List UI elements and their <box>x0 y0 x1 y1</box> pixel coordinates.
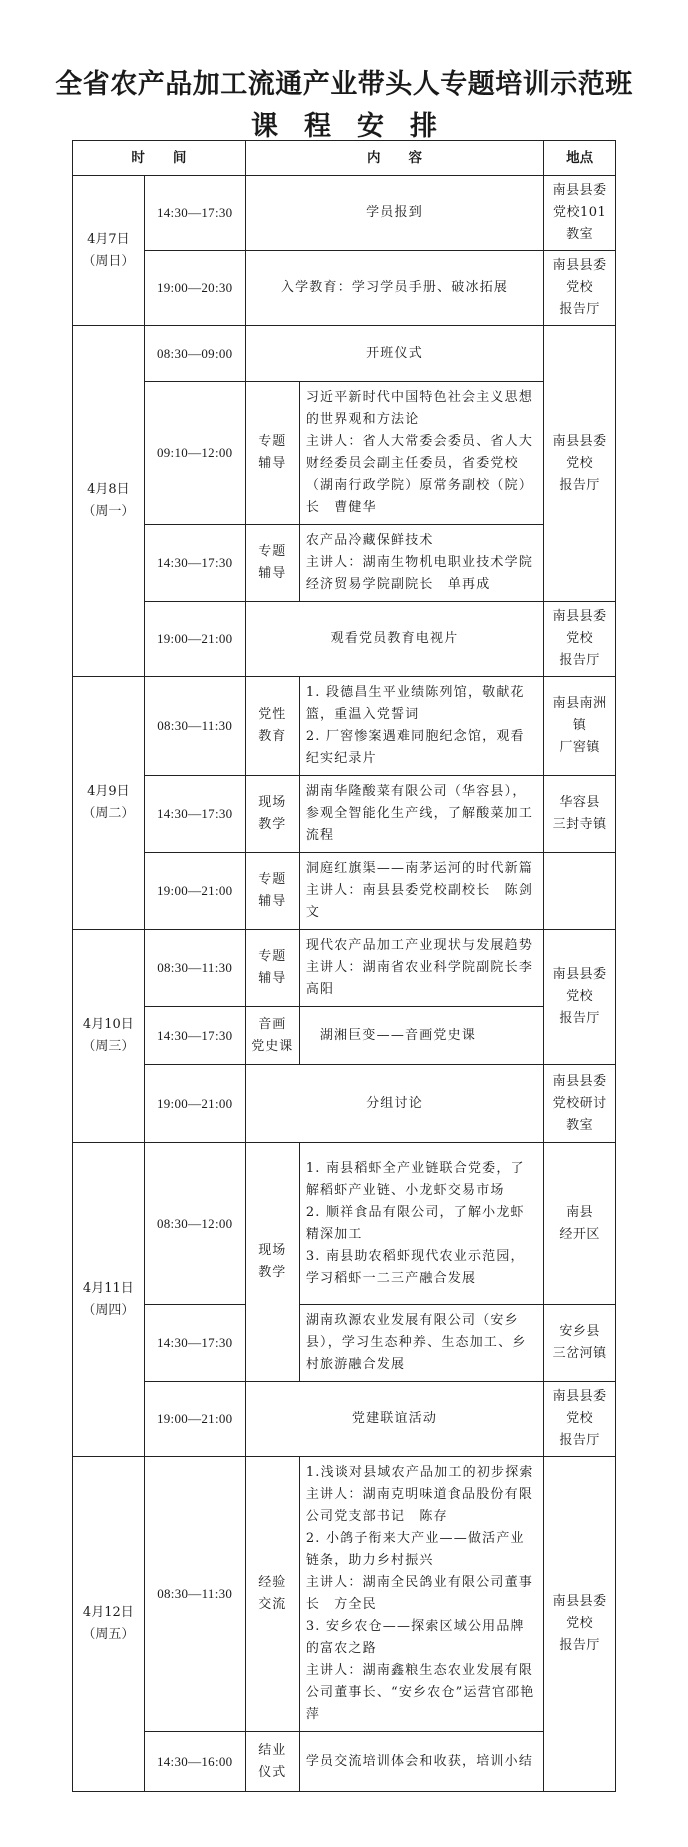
table-row <box>73 602 616 677</box>
session-content: 湖南华隆酸菜有限公司（华容县），参观全智能化生产线，了解酸菜加工流程 <box>299 776 543 853</box>
session-content: 观看党员教育电视片 <box>245 602 544 677</box>
session-time: 14:30—17:30 <box>144 1305 245 1382</box>
table-row <box>73 776 616 853</box>
table-row <box>73 525 616 602</box>
session-content: 1.浅谈对县域农产品加工的初步探索 主讲人：湖南克明味道食品股份有限公司党支部书记 陈存 2. 小鸽子衔来大产业——做活产业链条，助力乡村振兴 主讲人：湖南全民鸽业有限公司董事长 方全民 3. 安乡农仓——探索区域公用品牌的富农之路 主讲人：湖南鑫粮生态农业发展有限公司董事长、“安乡农仓”运营官邵艳萍 <box>299 1457 543 1732</box>
day-date: 4月9日 <box>87 784 130 799</box>
session-category: 党性 教育 <box>245 677 299 776</box>
day-date: 4月8日 <box>87 482 130 497</box>
session-content: 洞庭红旗渠——南茅运河的时代新篇 主讲人：南县县委党校副校长 陈剑文 <box>299 853 543 930</box>
day-date: 4月12日 <box>82 1605 134 1620</box>
session-content: 现代农产品加工产业现状与发展趋势 主讲人：湖南省农业科学院副院长李高阳 <box>299 930 543 1007</box>
session-category: 专题 辅导 <box>245 525 299 602</box>
session-time: 19:00—21:00 <box>144 1382 245 1457</box>
schedule-table <box>72 140 616 1792</box>
table-row <box>73 1305 616 1382</box>
table-row <box>73 853 616 930</box>
document-title: 全省农产品加工流通产业带头人专题培训示范班 <box>55 69 633 100</box>
day-date: 4月7日 <box>87 231 130 247</box>
session-category: 经验 交流 <box>245 1457 299 1732</box>
session-location: 南县县委 党校研讨 教室 <box>544 1065 616 1143</box>
session-time: 08:30—12:00 <box>144 1143 245 1305</box>
session-category: 现场 教学 <box>245 776 299 853</box>
session-time: 19:00—21:00 <box>144 602 245 677</box>
session-location: 南县县委 党校101 教室 <box>544 176 616 251</box>
table-row <box>73 1065 616 1143</box>
session-category: 现场 教学 <box>245 1143 299 1382</box>
session-content: 习近平新时代中国特色社会主义思想的世界观和方法论 主讲人：省人大常委会委员、省人大财经委员会副主任委员，省委党校（湖南行政学院）原常务副校（院）长 曹健华 <box>299 382 543 525</box>
header-row <box>73 141 616 176</box>
day-date: 4月11日 <box>82 1280 134 1296</box>
session-content: 1. 南县稻虾全产业链联合党委，了解稻虾产业链、小龙虾交易市场 2. 顺祥食品有限公司，了解小龙虾精深加工 3. 南县助农稻虾现代农业示范园，学习稻虾一二三产融合发展 <box>299 1143 543 1305</box>
day-cell <box>73 677 145 930</box>
session-location: 南县县委 党校 报告厅 <box>544 930 616 1065</box>
session-time: 14:30—17:30 <box>144 1007 245 1065</box>
session-time: 19:00—21:00 <box>144 1065 245 1143</box>
session-content: 1. 段德昌生平业绩陈列馆，敬献花篮，重温入党誓词 2. 厂窖惨案遇难同胞纪念馆，观看纪实纪录片 <box>299 677 543 776</box>
session-time: 08:30—11:30 <box>144 677 245 776</box>
table-row <box>73 326 616 382</box>
session-location: 南县 经开区 <box>544 1143 616 1305</box>
day-cell <box>73 930 145 1143</box>
day-weekday: （周日） <box>82 253 135 269</box>
session-category: 专题 辅导 <box>245 382 299 525</box>
day-weekday: （周一） <box>82 504 135 519</box>
session-location <box>544 853 616 930</box>
day-weekday: （周五） <box>82 1627 135 1642</box>
session-category: 专题 辅导 <box>245 930 299 1007</box>
session-location: 南县县委 党校 报告厅 <box>544 326 616 602</box>
table-row <box>73 1457 616 1732</box>
session-time: 14:30—17:30 <box>144 176 245 251</box>
session-time: 19:00—20:30 <box>144 251 245 326</box>
session-content: 农产品冷藏保鲜技术 主讲人：湖南生物机电职业技术学院经济贸易学院副院长 单再成 <box>299 525 543 602</box>
session-content: 湖湘巨变——音画党史课 <box>299 1007 543 1065</box>
session-location: 南县县委 党校 报告厅 <box>544 251 616 326</box>
table-row <box>73 1007 616 1065</box>
day-cell <box>73 1143 145 1457</box>
session-location: 华容县 三封寺镇 <box>544 776 616 853</box>
header-content: 内容 <box>245 141 544 176</box>
document-subtitle: 课程安排 <box>251 111 463 142</box>
session-location: 南县县委 党校 报告厅 <box>544 602 616 677</box>
header-time: 时间 <box>73 141 246 176</box>
session-time: 09:10—12:00 <box>144 382 245 525</box>
session-time: 14:30—17:30 <box>144 525 245 602</box>
day-cell <box>73 176 145 326</box>
session-time: 19:00—21:00 <box>144 853 245 930</box>
session-time: 08:30—11:30 <box>144 1457 245 1732</box>
session-location: 南县县委 党校 报告厅 <box>544 1457 616 1792</box>
day-cell <box>73 1457 145 1792</box>
session-content: 分组讨论 <box>245 1065 544 1143</box>
day-cell <box>73 326 145 677</box>
day-weekday: （周二） <box>82 806 135 821</box>
session-content: 开班仪式 <box>245 326 544 382</box>
table-row <box>73 176 616 251</box>
session-content: 学员交流培训体会和收获，培训小结 <box>299 1732 543 1792</box>
session-time: 08:30—09:00 <box>144 326 245 382</box>
table-row <box>73 930 616 1007</box>
table-row <box>73 251 616 326</box>
table-row <box>73 1732 616 1792</box>
session-category: 结业 仪式 <box>245 1732 299 1792</box>
session-content: 入学教育：学习学员手册、破冰拓展 <box>245 251 544 326</box>
session-location: 安乡县 三岔河镇 <box>544 1305 616 1382</box>
table-row <box>73 1382 616 1457</box>
session-category: 音画 党史课 <box>245 1007 299 1065</box>
session-time: 14:30—17:30 <box>144 776 245 853</box>
session-location: 南县南洲镇 厂窖镇 <box>544 677 616 776</box>
table-row <box>73 677 616 776</box>
day-weekday: （周四） <box>82 1302 135 1318</box>
header-location: 地点 <box>544 141 616 176</box>
table-row <box>73 1143 616 1305</box>
session-time: 08:30—11:30 <box>144 930 245 1007</box>
session-content: 党建联谊活动 <box>245 1382 544 1457</box>
day-date: 4月10日 <box>82 1017 134 1032</box>
day-weekday: （周三） <box>82 1039 135 1054</box>
table-row <box>73 382 616 525</box>
session-location: 南县县委 党校 报告厅 <box>544 1382 616 1457</box>
session-category: 专题 辅导 <box>245 853 299 930</box>
session-time: 14:30—16:00 <box>144 1732 245 1792</box>
session-content: 学员报到 <box>245 176 544 251</box>
session-content: 湖南玖源农业发展有限公司（安乡县），学习生态种养、生态加工、乡村旅游融合发展 <box>299 1305 543 1382</box>
